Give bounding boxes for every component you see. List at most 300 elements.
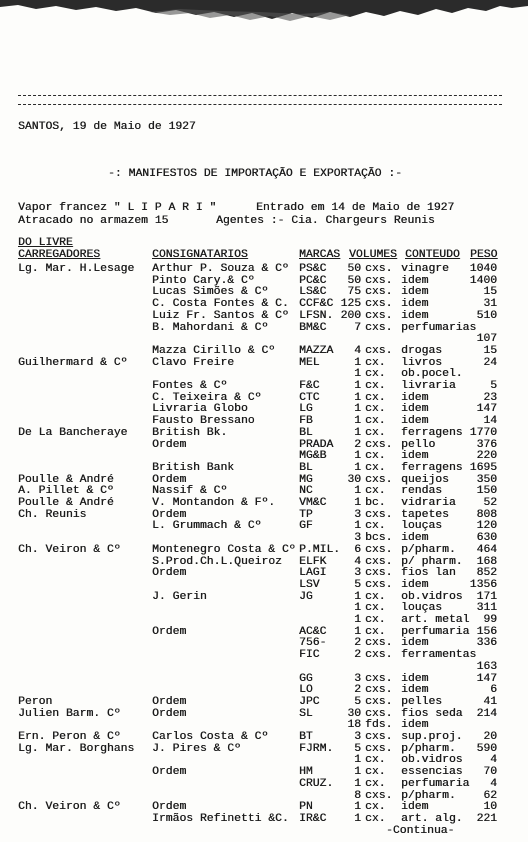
consignee-cell: B. Mahordani & Cº [152,321,269,334]
marks-cell: MG&B [299,450,327,463]
volume-qty: 125 [340,298,361,311]
marks-cell: BM&C [299,321,327,334]
contents-cell: idem [401,286,429,299]
consignee-cell: J. Gerin [152,590,207,603]
volume-unit: cx. [365,368,386,381]
weight-cell: 41 [483,695,497,708]
volume-qty: 1 [354,485,361,498]
weight-cell: 107 [476,333,497,346]
volume-unit: cx. [365,777,386,790]
volume-unit: cx. [365,812,386,825]
volume-qty: 1 [354,426,361,439]
contents-cell: fios seda [401,707,463,720]
consignee-cell: British Bk. [152,426,228,439]
volume-qty: 3 [354,567,361,580]
volume-qty: 200 [340,309,361,322]
table-row [0,381,528,393]
consignee-cell: Montenegro Costa & Cº [152,543,296,556]
consignee-cell: Clavo Freire [152,356,235,369]
contents-cell: idem [401,672,429,685]
contents-cell: idem [401,719,429,732]
contents-cell: livraria [401,380,456,392]
shipper-cell: Peron [18,695,53,708]
contents-cell: drogas [401,344,443,357]
volume-qty: 3 [354,508,361,521]
contents-cell: p/pharm. [401,543,456,556]
consignee-cell: Ordem [152,766,187,779]
volume-qty: 1 [354,461,361,474]
volume-qty: 6 [354,543,361,556]
table-row [0,404,528,416]
volume-qty: 8 [354,789,361,802]
consignee-cell: Ordem [152,695,187,708]
table-row [0,428,528,440]
table-row [0,545,528,557]
weight-cell: 70 [483,766,497,779]
consignee-cell: Luiz Fr. Santos & Cº [152,309,289,322]
shipper-cell: A. Pillet & Cº [18,485,114,498]
marks-cell: CCF&C [299,298,334,311]
weight-cell: 15 [483,344,497,357]
table-row [0,674,528,686]
contents-cell: fios lan [401,567,456,580]
shipper-cell: Julien Barm. Cº [18,707,121,720]
marks-cell: BL [299,461,313,474]
volume-unit: cxs. [365,473,393,486]
marks-cell: PRADA [299,438,334,451]
table-row [0,580,528,592]
volume-qty: 4 [354,344,361,357]
contents-cell: vidraria [401,497,456,509]
weight-cell: 52 [483,497,497,509]
volume-qty: 30 [347,473,361,486]
contents-cell: art. metal [401,614,470,626]
contents-cell: art. alg. [401,812,463,825]
shipper-cell: Lg. Mar. Borghans [18,742,135,755]
volume-unit: cx. [365,403,386,416]
volume-qty: 3 [354,532,361,545]
column-header-shipper: CARREGADORES [18,249,101,261]
weight-cell: 15 [483,286,497,299]
table-row [0,264,528,276]
table-row [0,346,528,358]
weight-cell: 630 [476,532,497,545]
volume-qty: 1 [354,368,361,381]
marks-cell: LO [299,684,313,697]
table-row [0,323,528,335]
consignee-cell: Ordem [152,567,187,580]
weight-cell: 220 [476,450,497,463]
volume-qty: 5 [354,742,361,755]
marks-cell: MG [299,473,313,486]
volume-qty: 1 [354,380,361,392]
marks-cell: TP [299,508,313,521]
weight-cell: 4 [490,777,497,790]
volume-unit: cx. [365,391,386,404]
marks-cell: LG [299,403,313,416]
contents-cell: louças [401,602,443,615]
contents-cell: ob.vidros [401,754,463,767]
volume-qty: 2 [354,684,361,697]
weight-cell: 510 [476,309,497,322]
volume-qty: 2 [354,649,361,662]
weight-cell: 221 [476,812,497,825]
weight-cell: 168 [476,555,497,568]
volume-qty: 75 [347,286,361,299]
contents-cell: idem [401,684,429,697]
volume-unit: cx. [365,754,386,767]
marks-cell: BT [299,731,313,743]
volume-unit: cx. [365,450,386,463]
weight-cell: 1695 [469,461,497,474]
shipper-cell: De La Bancheraye [18,426,128,439]
table-row [0,685,528,697]
volume-unit: cxs. [365,438,393,451]
weight-cell: 464 [476,543,497,556]
consignee-cell: Ordem [152,473,187,486]
marks-cell: JPC [299,695,320,708]
column-header-consignee: CONSIGNATARIOS [152,249,248,261]
weight-cell: 23 [483,391,497,404]
contents-cell: pelles [401,695,443,708]
marks-cell: IR&C [299,812,327,825]
volume-unit: cxs. [365,286,393,299]
volume-unit: fds. [365,719,393,732]
consignee-cell: British Bank [152,461,235,474]
table-row [0,393,528,405]
volume-unit: cxs. [365,695,393,708]
contents-cell: louças [401,520,443,533]
volume-qty: 1 [354,497,361,509]
volume-qty: 4 [354,555,361,568]
marks-cell: PC&C [299,274,327,287]
volume-qty: 1 [354,602,361,615]
volume-unit: cxs. [365,555,393,568]
weight-cell: 62 [483,789,497,802]
weight-cell: 120 [476,520,497,533]
marks-cell: FJRM. [299,742,334,755]
weight-cell: 147 [476,403,497,416]
weight-cell: 4 [490,754,497,767]
marks-cell: PS&C [299,263,327,275]
contents-cell: ferramentas [401,649,477,662]
volume-qty: 7 [354,321,361,334]
table-row [0,615,528,627]
weight-cell: 156 [476,625,497,638]
contents-cell: idem [401,391,429,404]
berth: Atracado no armazem 15 [18,215,169,227]
volume-qty: 5 [354,578,361,591]
volume-unit: cxs. [365,672,393,685]
volume-qty: 2 [354,438,361,451]
marks-cell: FIC [299,649,320,662]
contents-cell: ferragens [401,461,463,474]
volume-qty: 30 [347,707,361,720]
marks-cell: HM [299,766,313,779]
volume-qty: 50 [347,263,361,275]
contents-cell: essencias [401,766,463,779]
volume-qty: 1 [354,754,361,767]
weight-cell: 171 [476,590,497,603]
consignee-cell: Pinto Cary.& Cº [152,274,255,287]
volume-unit: cx. [365,766,386,779]
table-row [0,568,528,580]
volume-qty: 1 [354,520,361,533]
table-row [0,440,528,452]
volume-qty: 1 [354,614,361,626]
shipper-cell: Ch. Veiron & Cº [18,801,121,814]
weight-cell: 20 [483,731,497,743]
consignee-cell: V. Montandon & Fº. [152,497,276,509]
weight-cell: 1770 [469,426,497,439]
volume-qty: 1 [354,415,361,428]
table-row [0,510,528,522]
weight-cell: 5 [490,380,497,392]
consignee-cell: Irmãos Refinetti &C. [152,812,289,825]
volume-unit: cxs. [365,649,393,662]
contents-cell: idem [401,309,429,322]
volume-unit: cx. [365,614,386,626]
marks-cell: CTC [299,391,320,404]
weight-cell: 590 [476,742,497,755]
marks-cell: VM&C [299,497,327,509]
weight-cell: 6 [490,684,497,697]
table-row [0,709,528,721]
consignee-cell: Nassif & Cº [152,485,228,498]
contents-cell: queijos [401,473,449,486]
consignee-cell: L. Grummach & Cº [152,520,262,533]
shipper-cell: Ch. Reunis [18,508,87,521]
volume-unit: cxs. [365,309,393,322]
volume-qty: 1 [354,590,361,603]
consignee-cell: Carlos Costa & Cº [152,731,269,743]
volume-unit: cxs. [365,731,393,743]
contents-cell: vinagre [401,263,449,275]
volume-unit: bc. [365,497,386,509]
table-row [0,697,528,709]
volume-qty: 1 [354,801,361,814]
agents: Agentes :- Cia. Chargeurs Reunis [216,215,435,227]
weight-cell: 147 [476,672,497,685]
contents-cell: p/ pharm. [401,555,463,568]
contents-cell: livros [401,356,443,369]
consignee-cell: C. Costa Fontes & C. [152,298,289,311]
volume-qty: 50 [347,274,361,287]
consignee-cell: Lucas Simões & Cº [152,286,269,299]
contents-cell: idem [401,298,429,311]
consignee-cell: Fausto Bressano [152,415,255,428]
volume-unit: cx. [365,415,386,428]
table-row [0,498,528,510]
marks-cell: LS&C [299,286,327,299]
column-header-volumes: VOLUMES [349,249,397,261]
volume-unit: cx. [365,356,386,369]
marks-cell: GF [299,520,313,533]
contents-cell: ferragens [401,426,463,439]
shipper-cell: Ch. Veiron & Cº [18,543,121,556]
consignee-cell: Ordem [152,508,187,521]
contents-cell: pello [401,438,436,451]
contents-cell: tapetes [401,508,449,521]
consignee-cell: Fontes & Cº [152,380,228,392]
consignee-cell: Arthur P. Souza & Cº [152,263,289,275]
table-row [0,521,528,533]
table-row [0,592,528,604]
contents-cell: p/pharm. [401,789,456,802]
marks-cell: GG [299,672,313,685]
weight-cell: 1400 [469,274,497,287]
marks-cell: CRUZ. [299,777,334,790]
table-row [0,779,528,791]
weight-cell: 311 [476,602,497,615]
contents-cell: idem [401,801,429,814]
contents-cell: rendas [401,485,443,498]
shipper-cell: Guilhermard & Cº [18,356,128,369]
contents-cell: idem [401,415,429,428]
contents-cell: idem [401,274,429,287]
volume-unit: bcs. [365,532,393,545]
consignee-cell: Ordem [152,438,187,451]
volume-unit: cxs. [365,578,393,591]
consignee-cell: Ordem [152,625,187,638]
table-row [0,311,528,323]
shipper-cell: Poulle & André [18,497,114,509]
consignee-cell: Ordem [152,707,187,720]
marks-cell: MEL [299,356,320,369]
contents-cell: idem [401,403,429,416]
volume-unit: cxs. [365,742,393,755]
volume-unit: cx. [365,520,386,533]
contents-cell: idem [401,578,429,591]
weight-cell: 163 [476,660,497,673]
shipper-cell: Poulle & André [18,473,114,486]
marks-cell: P.MIL. [299,543,341,556]
volume-unit: cxs. [365,707,393,720]
place-date: SANTOS, 19 de Maio de 1927 [18,121,196,133]
volume-unit: cx. [365,590,386,603]
contents-cell: ob.vidros [401,590,463,603]
column-header-marks: MARCAS [299,249,341,261]
table-row [0,814,528,826]
marks-cell: F&C [299,380,320,392]
marks-cell: 756- [299,637,327,650]
volume-qty: 3 [354,672,361,685]
weight-cell: 1040 [469,263,497,275]
weight-cell: 852 [476,567,497,580]
table-row [0,650,528,662]
contents-cell: idem [401,450,429,463]
contents-cell: perfumarias [401,321,477,334]
volume-unit: cx. [365,801,386,814]
consignee-cell: Livraria Globo [152,403,248,416]
volume-qty: 2 [354,637,361,650]
volume-qty: 1 [354,625,361,638]
consignee-cell: Ordem [152,801,187,814]
volume-unit: cxs. [365,508,393,521]
marks-cell: BL [299,426,313,439]
document-title: -: MANIFESTOS DE IMPORTAÇÃO E EXPORTAÇÃO :- [108,168,402,180]
shipper-cell: Ern. Peron & Cº [18,731,121,743]
volume-unit: cxs. [365,684,393,697]
arrival-date: Entrado em 14 de Maio de 1927 [256,202,455,214]
volume-unit: cxs. [365,637,393,650]
volume-qty: 3 [354,731,361,743]
weight-cell: 808 [476,508,497,521]
contents-cell: perfumaria [401,777,470,790]
column-header-weight: PESO [470,249,498,261]
consignee-cell: J. Pires & Cº [152,742,241,755]
volume-unit: cxs. [365,298,393,311]
volume-qty: 1 [354,777,361,790]
marks-cell: FB [299,415,313,428]
marks-cell: PN [299,801,313,814]
volume-qty: 1 [354,391,361,404]
volume-unit: cxs. [365,321,393,334]
volume-unit: cxs. [365,567,393,580]
consignee-cell: C. Teixeira & Cº [152,391,262,404]
weight-cell: 31 [483,298,497,311]
column-header-contents: CONTEUDO [405,249,460,261]
weight-cell: 214 [476,707,497,720]
volume-qty: 1 [354,356,361,369]
marks-cell: LSV [299,578,320,591]
volume-unit: cx. [365,426,386,439]
contents-cell: perfumaria [401,625,470,638]
marks-cell: JG [299,590,313,603]
marks-cell: SL [299,707,313,720]
volume-unit: cx. [365,602,386,615]
marks-cell: AC&C [299,625,327,638]
volume-unit: cxs. [365,789,393,802]
table-row [0,463,528,475]
volume-qty: 18 [347,719,361,732]
volume-qty: 5 [354,695,361,708]
table-row [0,732,528,744]
marks-cell: NC [299,485,313,498]
volume-unit: cx. [365,625,386,638]
volume-qty: 1 [354,766,361,779]
volume-unit: cxs. [365,274,393,287]
weight-cell: 150 [476,485,497,498]
volume-unit: cx. [365,461,386,474]
weight-cell: 99 [483,614,497,626]
contents-cell: idem [401,637,429,650]
marks-cell: LFSN. [299,309,334,322]
weight-cell: 1356 [469,578,497,591]
volume-unit: cxs. [365,263,393,275]
shipper-cell: Lg. Mar. H.Lesage [18,263,135,275]
marks-cell: ELFK [299,555,327,568]
column-header-shipper-top: DO LIVRE [18,237,73,249]
marks-cell: LAGI [299,567,327,580]
table-row [0,662,528,674]
volume-qty: 1 [354,812,361,825]
contents-cell: sup.proj. [401,731,463,743]
contents-cell: idem [401,532,429,545]
volume-qty: 1 [354,450,361,463]
contents-cell: p/pharm. [401,742,456,755]
weight-cell: 14 [483,415,497,428]
weight-cell: 350 [476,473,497,486]
table-row [0,627,528,639]
consignee-cell: S.Prod.Ch.L.Queiroz [152,555,282,568]
marks-cell: MAZZA [299,344,334,357]
volume-qty: 1 [354,403,361,416]
volume-unit: cx. [365,485,386,498]
vessel-name: Vapor francez " L I P A R I " [18,202,217,214]
consignee-cell: Mazza Cirillo & Cº [152,344,276,357]
volume-unit: cx. [365,380,386,392]
